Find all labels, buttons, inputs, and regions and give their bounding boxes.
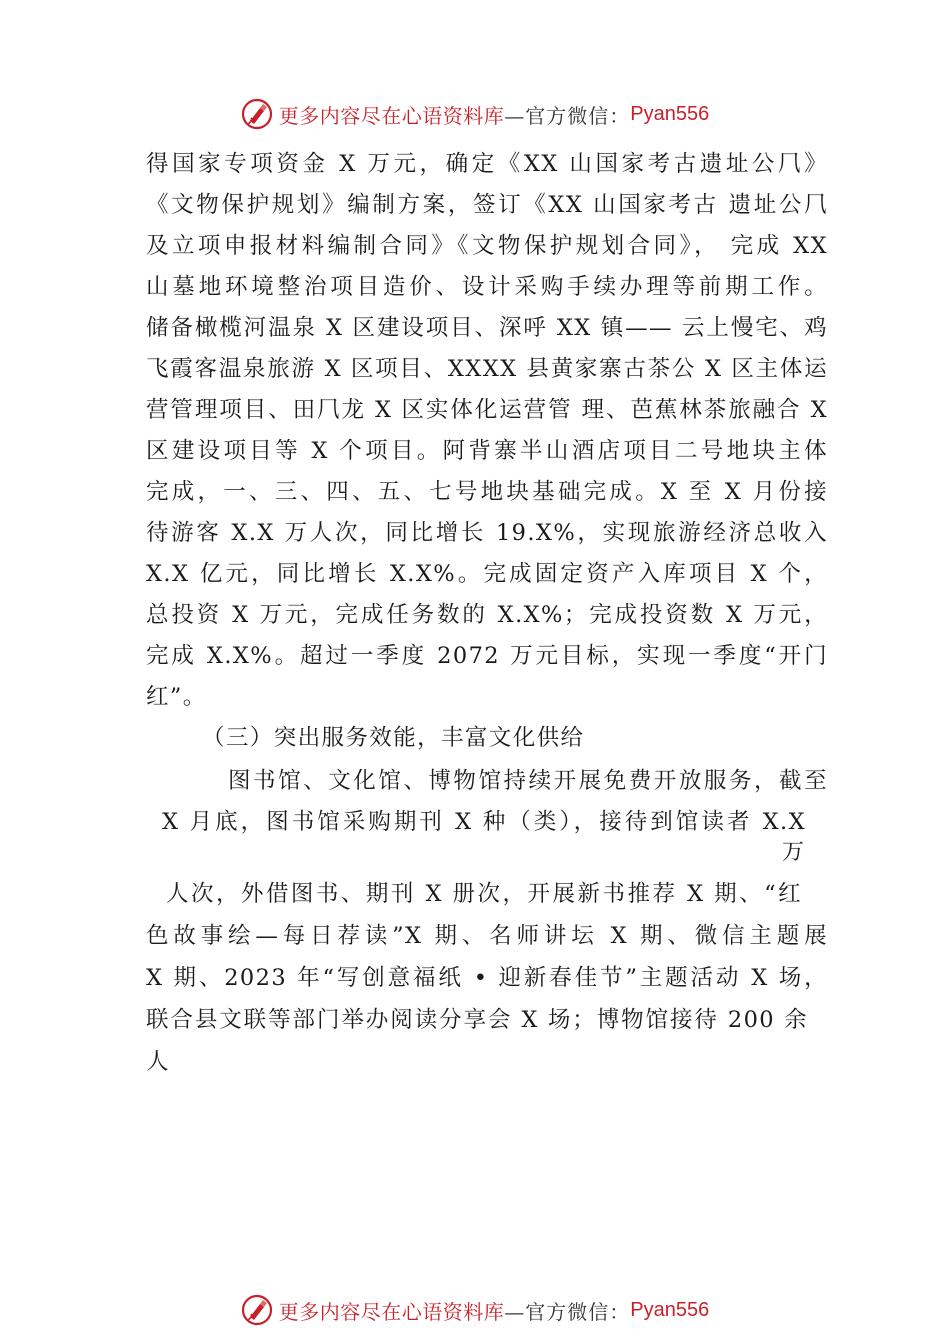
paragraph-line: 《文物保护规划》编制方案，签订《XX 山国家考古 遗址公⺇ [146,192,828,218]
paragraph-line: 完成，一、三、四、五、七号地块基础完成。X 至 X 月份接 [146,479,828,505]
paragraph-fragment: 万 [782,840,805,865]
paragraph-line: 得国家专项资金 X 万元，确定《XX 山国家考古遗址公⺇》 [146,151,828,177]
paragraph-line: 飞霞客温泉旅游 X 区项目、XXXX 县黄家寨古茶公 X 区主体运 [146,356,828,382]
watermark-footer [0,1290,950,1330]
watermark-wechat-id: Pyan556 [630,1298,710,1321]
paragraph-line: 营管理项目、田⺇龙 X 区实体化运营管 理、芭蕉林茶旅融合 X [146,397,828,423]
paragraph-line: 红”。 [146,684,207,710]
paragraph-line: 山墓地环境整治项目造价、设计采购手续办理等前期工作。 [146,274,828,300]
section-heading: （三）突出服务效能，丰富文化供给 [202,725,585,751]
paragraph-line: 色故事绘—每日荐读”X 期、名师讲坛 X 期、微信主题展 [146,923,828,949]
watermark-dash-text: —官方微信： [504,103,631,128]
watermark-wechat-id: Pyan556 [630,102,710,125]
paragraph-line: 区建设项目等 X 个项目。阿背寨半山酒店项目二号地块主体 [146,438,828,464]
fountain-pen-icon [241,1294,273,1326]
watermark-main-text: 更多内容尽在心语资料库 [278,1299,505,1324]
paragraph-line: 人 [146,1049,170,1075]
paragraph-line: 联合县文联等部门举办阅读分享会 X 场；博物馆接待 200 余 [146,1007,808,1033]
watermark-header [0,94,950,134]
paragraph-line: 完成 X.X%。超过一季度 2072 万元目标，实现一季度“开门 [146,643,828,669]
paragraph-line: 总投资 X 万元，完成任务数的 X.X%；完成投资数 X 万元， [146,602,828,628]
paragraph-line: 储备橄榄河温泉 X 区建设项目、深呼 XX 镇—— 云上慢宅、鸡 [146,315,828,341]
fountain-pen-icon [241,98,273,130]
watermark-main-text: 更多内容尽在心语资料库 [278,103,505,128]
paragraph-line: X 月底，图书馆采购期刊 X 种（类），接待到馆读者 X.X [162,809,806,835]
paragraph-line: X.X 亿元，同比增长 X.X%。完成固定资产入库项目 X 个， [146,561,828,587]
paragraph-line: X 期、2023 年“写创意福纸 • 迎新春佳节”主题活动 X 场， [146,965,828,991]
watermark-dash-text: —官方微信： [504,1299,631,1324]
paragraph-line: 人次，外借图书、期刊 X 册次，开展新书推荐 X 期、“红 [166,881,802,907]
paragraph-line: 及立项申报材料编制合同》《文物保护规划合同》， 完成 XX [146,233,828,259]
paragraph-line: 待游客 X.X 万人次，同比增长 19.X%，实现旅游经济总收入 [146,520,828,546]
paragraph-line: 图书馆、文化馆、博物馆持续开展免费开放服务，截至 [228,768,828,794]
